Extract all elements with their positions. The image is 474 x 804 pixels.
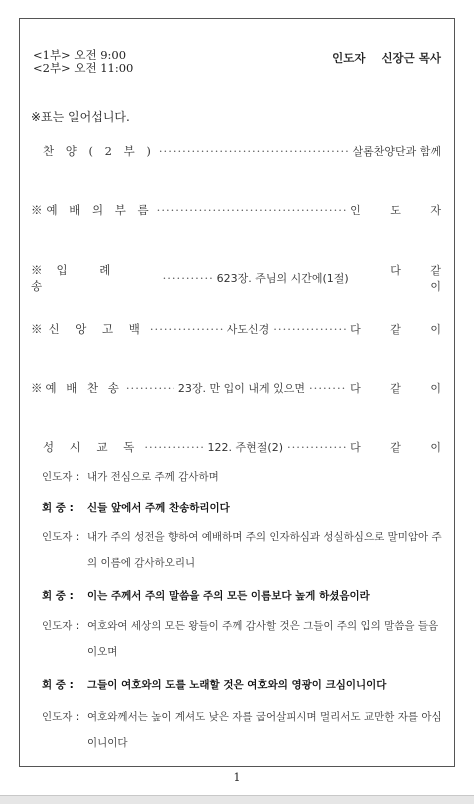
- order-item-label: 성 시 교 독: [43, 440, 141, 454]
- reading-speaker: 인도자 :: [42, 620, 80, 632]
- order-item-detail: 122. 주현절(2): [207, 441, 283, 454]
- dot-leader: [157, 203, 346, 217]
- reading-line: [42, 613, 446, 665]
- service-time-2: <2부> 오전 11:00: [33, 61, 134, 75]
- reading-text: 내가 전심으로 주께 감사하며: [87, 471, 219, 483]
- order-item-label: ※예 배 의 부 름: [31, 203, 153, 217]
- dot-leader: [309, 381, 346, 395]
- order-item: [31, 262, 454, 294]
- dot-leader: [287, 440, 346, 454]
- reading-speaker: 인도자 :: [42, 531, 80, 543]
- order-item-detail: 사도신경: [226, 323, 270, 336]
- dot-leader: [159, 144, 349, 158]
- reading-line: [42, 524, 446, 576]
- order-item-label: ※신 앙 고 백: [31, 322, 146, 336]
- reading-text: 그들이 여호와의 도를 노래할 것은 여호와의 영광이 크심이니이다: [87, 679, 387, 691]
- order-item-label: 찬 양 ( 2 부 ): [43, 144, 155, 158]
- order-item-performer: 살롬찬양단과 함께: [352, 145, 441, 158]
- dot-leader: [150, 322, 223, 336]
- reading-speaker: 회 중 :: [42, 679, 74, 691]
- order-item: [31, 321, 455, 337]
- reading-speaker: 회 중 :: [42, 590, 74, 602]
- reading-line: [42, 672, 446, 698]
- order-item: [43, 439, 455, 455]
- order-item: [43, 143, 441, 159]
- order-item-performer: 다 같 이: [390, 264, 454, 293]
- dot-leader: [163, 271, 213, 285]
- order-item-label: ※입 례 송: [31, 263, 125, 293]
- service-times: [33, 49, 133, 75]
- order-item-label: ※예 배 찬 송: [31, 381, 122, 395]
- reading-speaker: 회 중 :: [42, 502, 74, 514]
- order-item-detail: 23장. 만 입이 내게 있으면: [177, 382, 306, 395]
- standing-note: ※표는 일어섭니다.: [31, 110, 130, 124]
- reading-line: [42, 495, 446, 521]
- leader-label: 인도자: [332, 51, 366, 65]
- reading-speaker: 인도자 :: [42, 471, 80, 483]
- dot-leader: [273, 322, 346, 336]
- page-number: 1: [233, 771, 241, 784]
- order-item-performer: 다 같 이: [350, 382, 454, 395]
- reading-text: 여호와여 세상의 모든 왕들이 주께 감사할 것은 그들이 주의 입의 말씀을 들음이오며: [87, 620, 439, 658]
- leader-name: 신장근 목사: [381, 51, 441, 65]
- reading-line: [42, 704, 446, 756]
- order-item-performer: 다 같 이: [350, 323, 455, 336]
- reading-speaker: 인도자 :: [42, 711, 80, 723]
- dot-leader: [144, 440, 203, 454]
- reading-text: 신들 앞에서 주께 찬송하리이다: [87, 502, 230, 514]
- service-time-1: <1부> 오전 9:00: [33, 48, 127, 62]
- dot-leader: [126, 381, 174, 395]
- reading-text: 내가 주의 성전을 향하여 예배하며 주의 인자하심과 성실하심으로 말미암아 주의 이름에 감사하오리니: [87, 531, 442, 569]
- order-item-performer: 인 도 자: [350, 204, 454, 217]
- reading-text: 이는 주께서 주의 말씀을 주의 모든 이름보다 높게 하셨음이라: [87, 590, 370, 602]
- order-item-performer: 다 같 이: [350, 441, 455, 454]
- leader-info: [332, 50, 441, 66]
- reading-text: 여호와께서는 높이 계셔도 낮은 자를 굽어살피시며 멀리서도 교만한 자를 아심이니이다: [87, 711, 442, 749]
- order-item: [31, 380, 454, 396]
- reading-line: [42, 583, 446, 609]
- order-item: [31, 202, 454, 218]
- reading-line: [42, 464, 446, 490]
- order-item-detail: 623장. 주님의 시간에(1절): [216, 272, 349, 285]
